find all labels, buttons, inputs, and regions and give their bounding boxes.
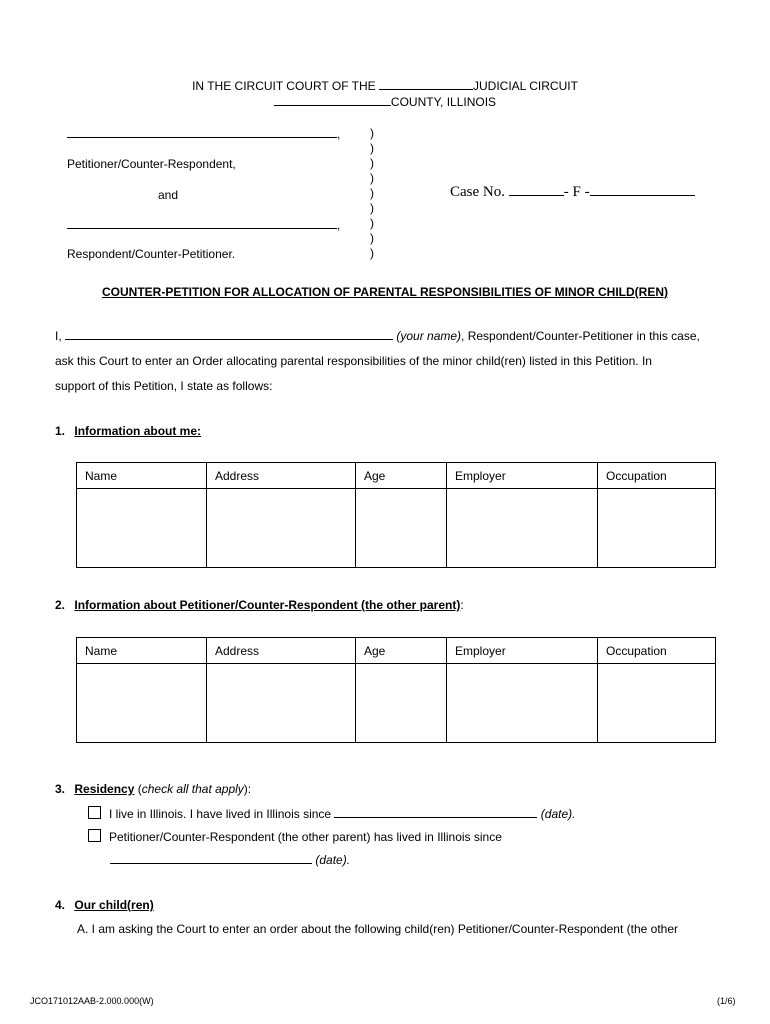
case-number: [450, 184, 695, 201]
residency-checkbox-1[interactable]: [88, 806, 101, 819]
col-occupation: Occupation: [598, 638, 716, 664]
residency-option-1-label: I live in Illinois. I have lived in Illinois since: [109, 807, 332, 821]
age-cell[interactable]: [356, 489, 447, 568]
court-header-line1: [0, 78, 770, 93]
residency-option-2: [88, 829, 502, 844]
paren-close: ):: [243, 782, 252, 796]
document-title: COUNTER-PETITION FOR ALLOCATION OF PARENTAL RESPONSIBILITIES OF MINOR CHILD(REN): [102, 285, 668, 299]
table-header-row: [77, 463, 716, 489]
col-employer: Employer: [447, 463, 598, 489]
residency-checkbox-2[interactable]: [88, 829, 101, 842]
my-info-table: [76, 462, 716, 568]
col-address: Address: [207, 638, 356, 664]
col-address: Address: [207, 463, 356, 489]
section-4a-text: A. I am asking the Court to enter an order about the following child(ren) Petitioner/Counter-Respondent (the other: [77, 922, 679, 936]
county-blank[interactable]: [274, 94, 391, 106]
and-label: and: [158, 188, 179, 202]
occupation-cell[interactable]: [598, 489, 716, 568]
address-cell[interactable]: [207, 664, 356, 743]
court-header-line2: [0, 94, 770, 109]
section-hint: check all that apply: [141, 782, 244, 796]
date-hint: (date).: [540, 807, 576, 821]
section-title: Our child(ren): [74, 898, 154, 912]
respondent-name-field[interactable]: ,: [67, 217, 340, 232]
residency-option-2-label: Petitioner/Counter-Respondent (the other parent) has lived in Illinois since: [109, 830, 502, 844]
table-row: [77, 489, 716, 568]
section-title: Information about Petitioner/Counter-Respondent (the other parent): [74, 598, 461, 612]
section-2-heading: [55, 598, 464, 612]
section-number: 2.: [55, 598, 66, 612]
i-label: I,: [55, 329, 62, 343]
name-cell[interactable]: [77, 664, 207, 743]
col-age: Age: [356, 463, 447, 489]
residency-option-1: [88, 806, 575, 821]
address-cell[interactable]: [207, 489, 356, 568]
section-number: 3.: [55, 782, 66, 796]
your-name-hint: (your name): [396, 329, 462, 343]
case-no-separator: - F -: [563, 184, 590, 200]
residency-date-1-field[interactable]: [334, 806, 537, 818]
form-code: JCO171012AAB-2.000.000(W): [30, 996, 154, 1006]
col-occupation: Occupation: [598, 463, 716, 489]
section-title: Information about me:: [74, 424, 202, 438]
employer-cell[interactable]: [447, 664, 598, 743]
petitioner-name-field[interactable]: ,: [67, 126, 340, 141]
circuit-blank[interactable]: [379, 78, 473, 90]
section-colon: :: [460, 598, 464, 612]
section-1-heading: [55, 424, 201, 438]
case-year-blank[interactable]: [509, 184, 564, 196]
table-row: [77, 664, 716, 743]
county-label: COUNTY, ILLINOIS: [390, 95, 497, 109]
col-name: Name: [77, 463, 207, 489]
col-name: Name: [77, 638, 207, 664]
paren-open: (: [134, 782, 142, 796]
section-number: 1.: [55, 424, 66, 438]
petitioner-role: Petitioner/Counter-Respondent,: [67, 157, 236, 171]
section-4-heading: [55, 898, 154, 912]
employer-cell[interactable]: [447, 489, 598, 568]
section-number: 4.: [55, 898, 66, 912]
col-age: Age: [356, 638, 447, 664]
court-label: IN THE CIRCUIT COURT OF THE: [192, 79, 376, 93]
caption-parentheses: ) ) ) ) ) ) ) ) ): [370, 126, 374, 260]
age-cell[interactable]: [356, 664, 447, 743]
residency-option-2-date: [110, 852, 350, 867]
case-number-blank[interactable]: [590, 184, 695, 196]
name-cell[interactable]: [77, 489, 207, 568]
residency-date-2-field[interactable]: [110, 852, 312, 864]
intro-line1: , Respondent/Counter-Petitioner in this case,: [461, 329, 700, 343]
date-hint: (date).: [315, 853, 351, 867]
intro-line2: ask this Court to enter an Order allocating parental responsibilities of the minor child(ren) listed in this Petition. In: [55, 354, 652, 368]
section-3-heading: [55, 782, 251, 796]
your-name-field[interactable]: [65, 328, 393, 340]
intro-paragraph: [55, 324, 720, 399]
section-title: Residency: [74, 782, 135, 796]
table-header-row: [77, 638, 716, 664]
intro-line3: support of this Petition, I state as follows:: [55, 379, 273, 393]
respondent-role: Respondent/Counter-Petitioner.: [67, 247, 236, 261]
judicial-circuit-label: JUDICIAL CIRCUIT: [473, 79, 578, 93]
page-number: (1/6): [717, 996, 736, 1006]
case-no-label: Case No.: [450, 184, 505, 200]
other-parent-info-table: [76, 637, 716, 743]
occupation-cell[interactable]: [598, 664, 716, 743]
col-employer: Employer: [447, 638, 598, 664]
